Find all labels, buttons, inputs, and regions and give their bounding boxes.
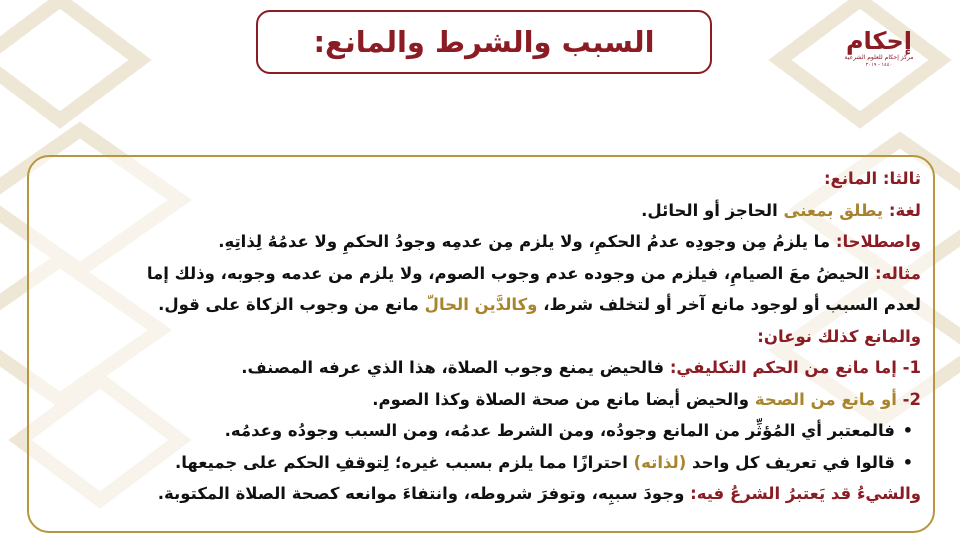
types-heading: والمانع كذلك نوعان:: [757, 326, 921, 346]
bullet-dot-icon: •: [902, 452, 913, 472]
type1-text: فالحيض يمنع وجوب الصلاة، هذا الذي عرفه المصنف.: [241, 358, 670, 377]
bullet2-highlight: (لذاته): [633, 452, 687, 472]
type1-label: 1- إما مانع من الحكم التكليفي:: [669, 358, 921, 377]
type-1: [39, 352, 921, 384]
bullet-item-2: [39, 447, 921, 479]
page-title: السبب والشرط والمانع:: [313, 25, 655, 59]
type2-text: والحيض أيضا مانع من صحة الصلاة وكذا الصوم.: [372, 389, 755, 409]
istilah-text: ما يلزمُ مِن وجودِه عدمُ الحكمِ، ولا يلزم مِن عدمِه وجودُ الحكمِ ولا عدمُهُ لِذاتِهِ.: [218, 232, 836, 251]
logo-subtitle: مركز إحكام للعلوم الشرعية: [844, 54, 914, 61]
bullet2-text-a: قالوا في تعريف كل واحد: [686, 452, 895, 472]
mithal-label: مثاله:: [875, 263, 921, 283]
lugha-highlight: يطلق بمعنى: [783, 200, 884, 220]
shai-line: [39, 478, 921, 510]
logo-mark: إحكام: [845, 27, 913, 55]
bullet-dot-icon: •: [902, 421, 913, 440]
mithal-cont-a: لعدم السبب أو لوجود مانع آخر أو لتخلف شرط،: [537, 295, 921, 314]
bullet1-text: فالمعتبر أي المُؤثِّر من المانع وجودُه، ومن الشرط عدمُه، ومن السبب وجودُه وعدمُه.: [224, 421, 895, 440]
shai-label: والشيءُ قد يَعتبرُ الشرعُ فيه:: [690, 484, 921, 503]
content-box: [27, 155, 935, 533]
logo: [846, 28, 912, 94]
title-box: [256, 10, 712, 74]
bullet2-text-b: احترازًا مما يلزم بسبب غيره؛ لِتوقفِ الحكم على جميعها.: [174, 452, 634, 472]
definition-lugha: [39, 195, 921, 227]
lugha-text: الحاجز أو الحائل.: [641, 200, 784, 220]
type-2: [39, 384, 921, 416]
section-heading: ثالثا: المانع:: [823, 169, 921, 188]
bullet-item-1: [39, 415, 921, 447]
type2-number: 2-: [896, 389, 921, 409]
mithal-highlight: وكالدَّين الحالّ: [424, 295, 538, 314]
lugha-label: لغة:: [888, 200, 921, 220]
mithal-cont-b: مانع من وجوب الزكاة على قول.: [158, 295, 425, 314]
shai-text: وجودَ سببِه، وتوفرَ شروطه، وانتفاءَ موانعه كصحة الصلاة المكتوبة.: [157, 484, 691, 503]
logo-year: ١٤٤٠ - ٢٠١٩: [865, 62, 893, 68]
istilah-label: واصطلاحا:: [835, 232, 921, 251]
definition-istilah: [39, 226, 921, 258]
example-line-2: [39, 289, 921, 321]
mithal-text: الحيضُ معَ الصيامِ، فيلزم من وجوده عدم وجوب الصوم، ولا يلزم من عدمه وجوبه، وذلك إما: [146, 263, 876, 283]
type2-highlight: أو مانع من الصحة: [754, 389, 897, 409]
example-line-1: [39, 258, 921, 290]
